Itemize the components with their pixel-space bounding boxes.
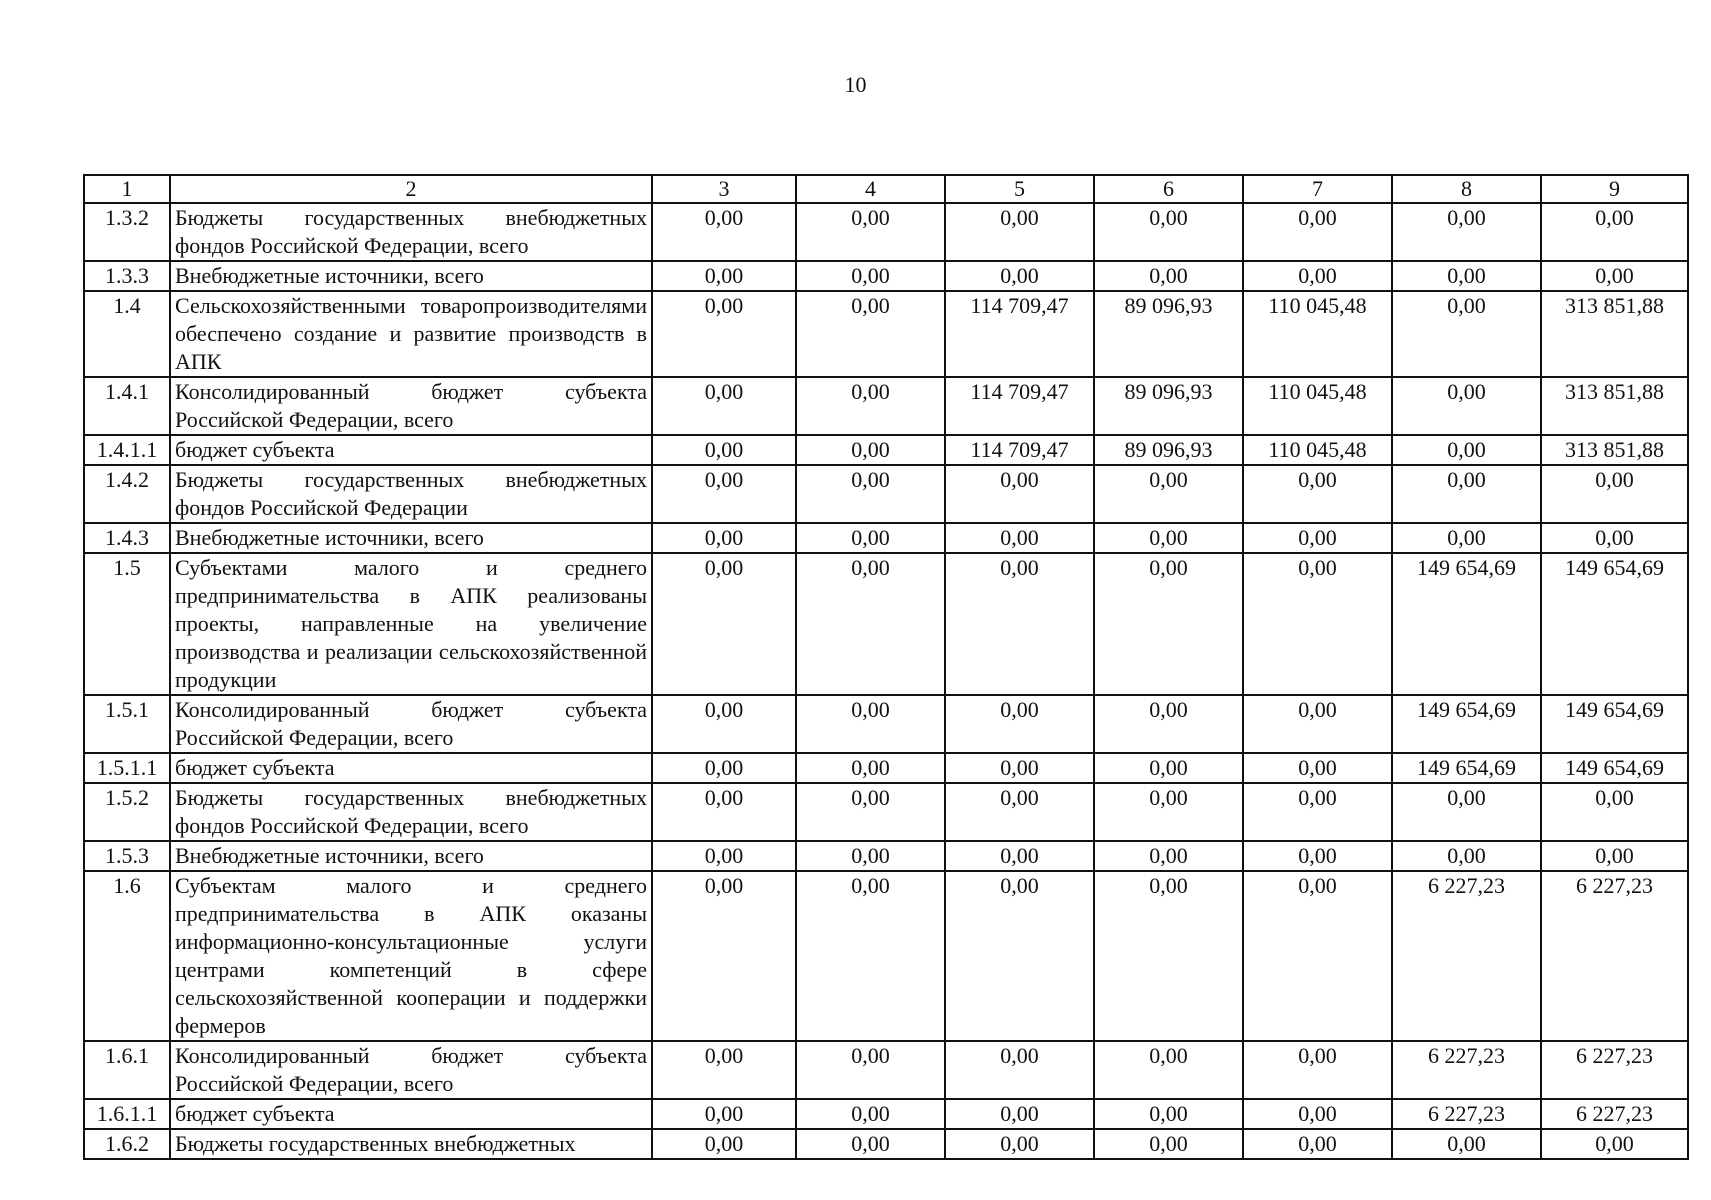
value-cell: 149 654,69 [1541,695,1688,753]
value-cell: 0,00 [652,783,796,841]
value-cell: 0,00 [945,1099,1094,1129]
value-cell: 0,00 [1243,1041,1392,1099]
value-cell: 0,00 [1094,841,1243,871]
row-name-cell: Консолидированный бюджет субъекта Российской Федерации, всего [170,1041,652,1099]
table-row [84,465,1688,523]
value-cell: 0,00 [652,291,796,377]
value-cell: 0,00 [1541,1129,1688,1159]
value-cell: 0,00 [796,695,945,753]
column-number-header: 5 [945,175,1094,203]
value-cell: 0,00 [796,261,945,291]
row-name-cell: Внебюджетные источники, всего [170,841,652,871]
row-code-cell: 1.6.1.1 [84,1099,170,1129]
row-code-cell: 1.5.3 [84,841,170,871]
value-cell: 0,00 [1243,553,1392,695]
value-cell: 0,00 [796,841,945,871]
table-row [84,523,1688,553]
row-name-cell: Бюджеты государственных внебюджетных фондов Российской Федерации, всего [170,203,652,261]
value-cell: 110 045,48 [1243,291,1392,377]
value-cell: 0,00 [652,435,796,465]
table-row [84,435,1688,465]
value-cell: 6 227,23 [1541,1099,1688,1129]
value-cell: 0,00 [796,291,945,377]
value-cell: 0,00 [652,523,796,553]
value-cell: 0,00 [1392,435,1541,465]
value-cell: 0,00 [945,1129,1094,1159]
value-cell: 149 654,69 [1392,553,1541,695]
row-name-cell: Бюджеты государственных внебюджетных [170,1129,652,1159]
value-cell: 313 851,88 [1541,435,1688,465]
table-header-row [84,175,1688,203]
row-code-cell: 1.3.2 [84,203,170,261]
value-cell: 0,00 [652,203,796,261]
value-cell: 110 045,48 [1243,435,1392,465]
value-cell: 0,00 [1392,291,1541,377]
value-cell: 114 709,47 [945,291,1094,377]
value-cell: 0,00 [1541,203,1688,261]
column-number-header: 2 [170,175,652,203]
row-name-cell: Внебюджетные источники, всего [170,523,652,553]
value-cell: 149 654,69 [1541,553,1688,695]
row-code-cell: 1.4.1.1 [84,435,170,465]
value-cell: 0,00 [652,377,796,435]
column-number-header: 4 [796,175,945,203]
row-code-cell: 1.4.1 [84,377,170,435]
column-number-header: 7 [1243,175,1392,203]
value-cell: 114 709,47 [945,377,1094,435]
value-cell: 6 227,23 [1392,1041,1541,1099]
value-cell: 0,00 [1094,1041,1243,1099]
value-cell: 0,00 [1243,841,1392,871]
value-cell: 0,00 [796,1041,945,1099]
row-name-cell: Консолидированный бюджет субъекта Российской Федерации, всего [170,695,652,753]
value-cell: 0,00 [652,753,796,783]
table-row [84,553,1688,695]
row-code-cell: 1.4.3 [84,523,170,553]
value-cell: 0,00 [1392,261,1541,291]
row-name-cell: Консолидированный бюджет субъекта Российской Федерации, всего [170,377,652,435]
value-cell: 0,00 [1094,695,1243,753]
row-code-cell: 1.5.1 [84,695,170,753]
value-cell: 0,00 [796,553,945,695]
row-name-cell: Внебюджетные источники, всего [170,261,652,291]
value-cell: 0,00 [796,753,945,783]
value-cell: 0,00 [1094,1099,1243,1129]
value-cell: 0,00 [1392,465,1541,523]
value-cell: 89 096,93 [1094,435,1243,465]
table-row [84,261,1688,291]
value-cell: 149 654,69 [1392,695,1541,753]
value-cell: 0,00 [945,465,1094,523]
value-cell: 0,00 [1541,523,1688,553]
value-cell: 0,00 [1094,261,1243,291]
value-cell: 0,00 [1392,377,1541,435]
value-cell: 0,00 [1094,523,1243,553]
value-cell: 0,00 [652,695,796,753]
value-cell: 6 227,23 [1541,871,1688,1041]
value-cell: 0,00 [945,261,1094,291]
value-cell: 6 227,23 [1392,871,1541,1041]
column-number-header: 6 [1094,175,1243,203]
value-cell: 0,00 [796,783,945,841]
value-cell: 0,00 [796,1129,945,1159]
row-code-cell: 1.5 [84,553,170,695]
page-number: 10 [844,72,867,97]
table-row [84,783,1688,841]
row-name-cell: бюджет субъекта [170,435,652,465]
value-cell: 149 654,69 [1541,753,1688,783]
value-cell: 0,00 [796,871,945,1041]
value-cell: 0,00 [1541,261,1688,291]
table-row [84,291,1688,377]
table-row [84,695,1688,753]
value-cell: 0,00 [1392,523,1541,553]
value-cell: 0,00 [945,695,1094,753]
value-cell: 0,00 [652,1129,796,1159]
value-cell: 0,00 [1094,871,1243,1041]
value-cell: 0,00 [1094,465,1243,523]
value-cell: 0,00 [652,871,796,1041]
column-number-header: 1 [84,175,170,203]
value-cell: 0,00 [652,1041,796,1099]
table-row [84,1041,1688,1099]
column-number-header: 3 [652,175,796,203]
value-cell: 0,00 [945,1041,1094,1099]
value-cell: 0,00 [1392,783,1541,841]
value-cell: 0,00 [796,203,945,261]
value-cell: 0,00 [1094,783,1243,841]
value-cell: 0,00 [945,753,1094,783]
value-cell: 0,00 [796,1099,945,1129]
table-row [84,1129,1688,1159]
value-cell: 0,00 [1243,783,1392,841]
value-cell: 0,00 [1392,841,1541,871]
value-cell: 0,00 [1243,753,1392,783]
value-cell: 114 709,47 [945,435,1094,465]
row-name-cell: Сельскохозяйственными товаропроизводителями обеспечено создание и развитие производств в АПК [170,291,652,377]
value-cell: 0,00 [796,523,945,553]
value-cell: 0,00 [1094,203,1243,261]
value-cell: 0,00 [945,203,1094,261]
column-number-header: 8 [1392,175,1541,203]
value-cell: 0,00 [1392,203,1541,261]
value-cell: 0,00 [652,1099,796,1129]
row-name-cell: Субъектами малого и среднего предпринимательства в АПК реализованы проекты, направленные на увеличение производства и реализации сельскохозяйственной продукции [170,553,652,695]
table-row [84,377,1688,435]
row-code-cell: 1.5.2 [84,783,170,841]
row-code-cell: 1.3.3 [84,261,170,291]
value-cell: 0,00 [1243,465,1392,523]
value-cell: 6 227,23 [1541,1041,1688,1099]
column-number-header: 9 [1541,175,1688,203]
budget-table [83,174,1689,1160]
row-code-cell: 1.6 [84,871,170,1041]
value-cell: 89 096,93 [1094,291,1243,377]
value-cell: 0,00 [652,261,796,291]
value-cell: 110 045,48 [1243,377,1392,435]
value-cell: 313 851,88 [1541,291,1688,377]
row-code-cell: 1.6.2 [84,1129,170,1159]
value-cell: 149 654,69 [1392,753,1541,783]
value-cell: 0,00 [945,783,1094,841]
value-cell: 0,00 [1392,1129,1541,1159]
row-code-cell: 1.6.1 [84,1041,170,1099]
value-cell: 0,00 [796,377,945,435]
value-cell: 0,00 [1243,1099,1392,1129]
value-cell: 89 096,93 [1094,377,1243,435]
value-cell: 0,00 [945,871,1094,1041]
row-name-cell: бюджет субъекта [170,1099,652,1129]
value-cell: 0,00 [1243,871,1392,1041]
row-name-cell: Субъектам малого и среднего предпринимательства в АПК оказаны информационно-консультационные услуги центрами компетенций в сфере сельскохозяйственной кооперации и поддержки фермеров [170,871,652,1041]
value-cell: 0,00 [652,841,796,871]
table-row [84,753,1688,783]
value-cell: 0,00 [796,435,945,465]
value-cell: 0,00 [1243,261,1392,291]
row-name-cell: Бюджеты государственных внебюджетных фондов Российской Федерации, всего [170,783,652,841]
value-cell: 0,00 [1094,753,1243,783]
value-cell: 0,00 [1243,523,1392,553]
value-cell: 0,00 [1094,553,1243,695]
value-cell: 0,00 [1094,1129,1243,1159]
value-cell: 0,00 [1541,783,1688,841]
row-name-cell: Бюджеты государственных внебюджетных фондов Российской Федерации [170,465,652,523]
value-cell: 0,00 [1541,465,1688,523]
table-row [84,203,1688,261]
table-row [84,1099,1688,1129]
value-cell: 0,00 [945,523,1094,553]
row-code-cell: 1.5.1.1 [84,753,170,783]
table-body [84,175,1688,1159]
value-cell: 0,00 [1243,1129,1392,1159]
value-cell: 0,00 [1541,841,1688,871]
value-cell: 6 227,23 [1392,1099,1541,1129]
table-row [84,871,1688,1041]
value-cell: 0,00 [796,465,945,523]
row-code-cell: 1.4 [84,291,170,377]
value-cell: 0,00 [1243,695,1392,753]
value-cell: 0,00 [1243,203,1392,261]
value-cell: 0,00 [945,841,1094,871]
row-code-cell: 1.4.2 [84,465,170,523]
table-row [84,841,1688,871]
row-name-cell: бюджет субъекта [170,753,652,783]
value-cell: 0,00 [945,553,1094,695]
value-cell: 0,00 [652,465,796,523]
value-cell: 313 851,88 [1541,377,1688,435]
value-cell: 0,00 [652,553,796,695]
